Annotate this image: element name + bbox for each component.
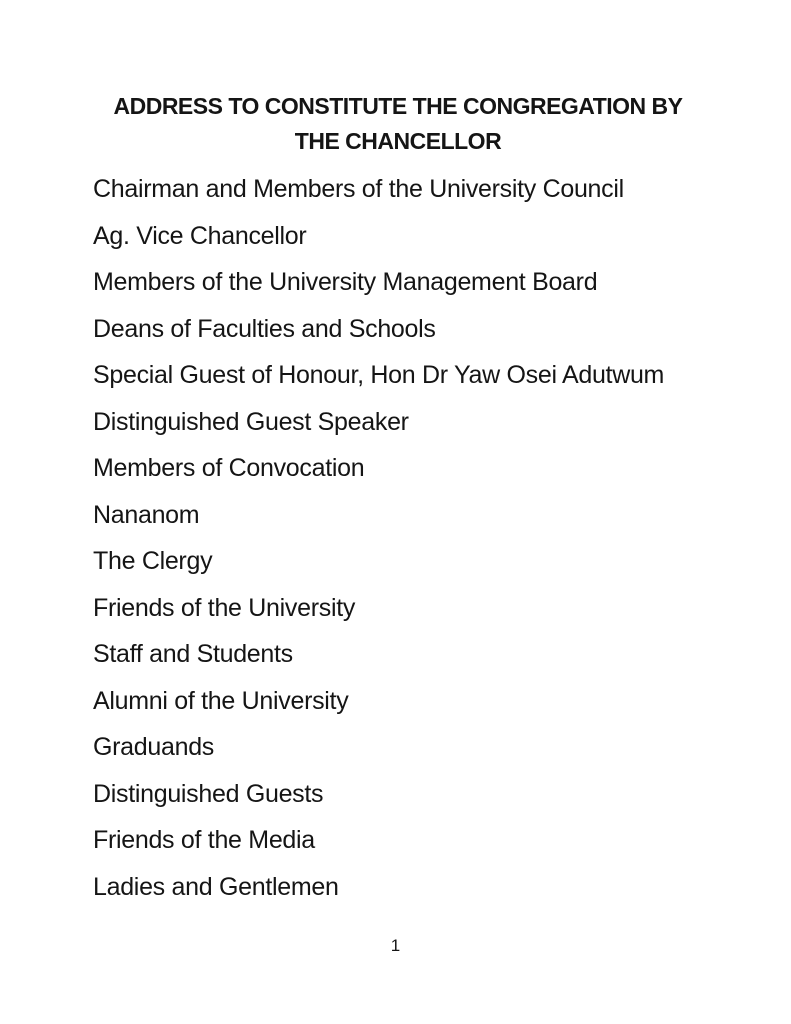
salutation-line: Deans of Faculties and Schools [93, 314, 436, 343]
salutation-line: Alumni of the University [93, 686, 349, 715]
document-title-line-2: THE CHANCELLOR [294, 128, 502, 154]
salutation-line: The Clergy [93, 547, 213, 575]
document-title [93, 89, 703, 159]
salutation-line: Distinguished Guest Speaker [93, 407, 409, 436]
salutation-line: Ag. Vice Chancellor [93, 221, 307, 250]
salutation-line: Friends of the University [93, 593, 356, 622]
salutation-list [93, 166, 703, 910]
page-number: 1 [390, 936, 401, 955]
salutation-line: Chairman and Members of the University Council [93, 175, 624, 203]
salutation-line: Friends of the Media [93, 826, 315, 854]
salutation-line: Staff and Students [93, 640, 293, 668]
salutation-line: Members of the University Management Board [93, 268, 598, 296]
salutation-line: Members of Convocation [93, 454, 365, 482]
salutation-line: Graduands [93, 733, 214, 761]
document-title-line-1: ADDRESS TO CONSTITUTE THE CONGREGATION BY [113, 93, 683, 119]
salutation-line: Nananom [93, 500, 200, 529]
salutation-line: Special Guest of Honour, Hon Dr Yaw Osei Adutwum [93, 361, 665, 389]
salutation-line: Ladies and Gentlemen [93, 872, 339, 901]
salutation-line: Distinguished Guests [93, 779, 324, 808]
